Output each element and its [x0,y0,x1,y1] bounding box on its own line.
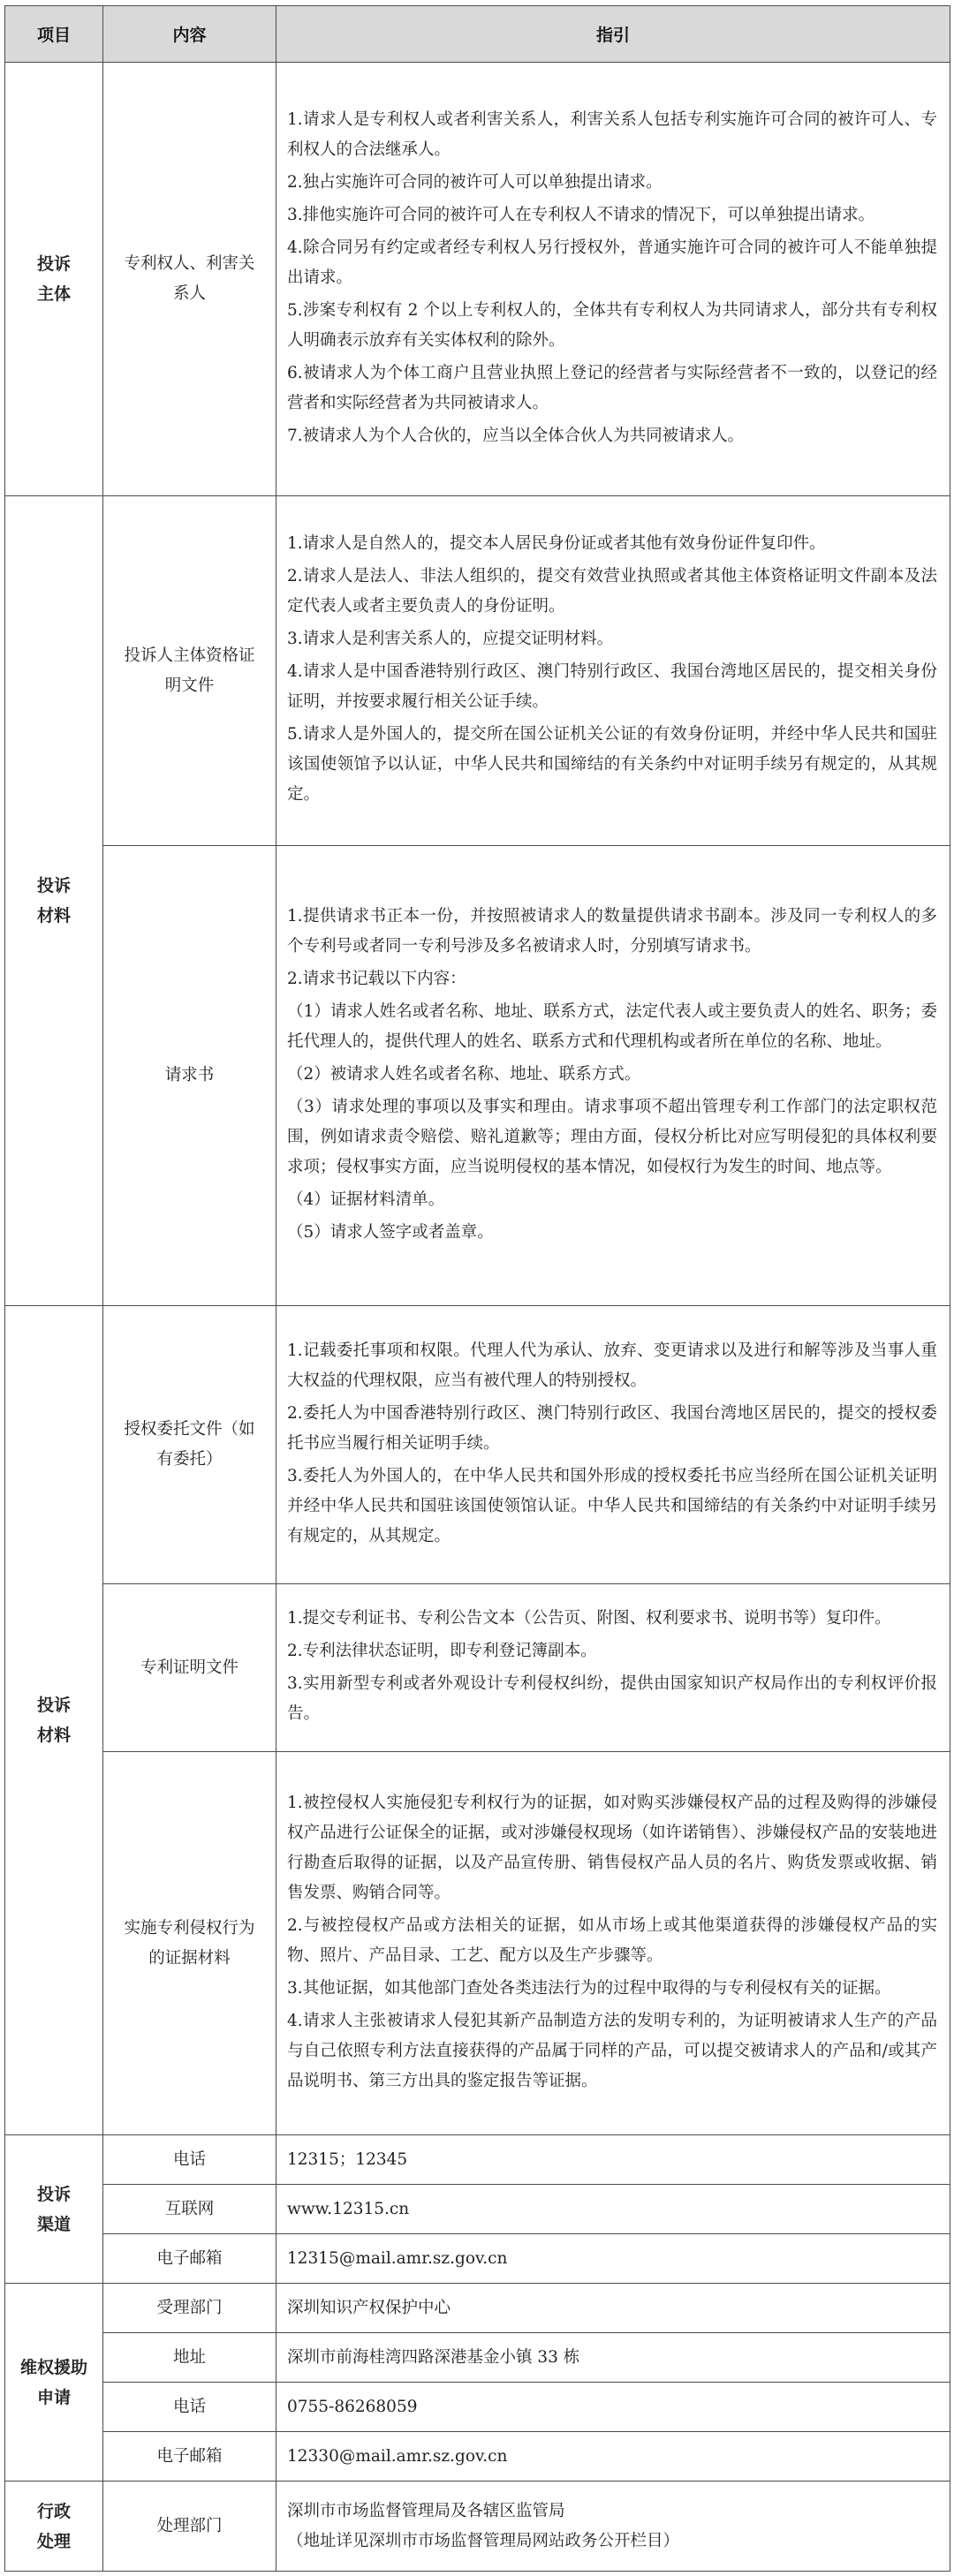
guide-paragraph: （5）请求人签字或者盖章。 [287,1222,494,1242]
guide-paragraph: （2）被请求人姓名或者名称、地址、联系方式。 [287,1064,641,1084]
complaint-subject-row [5,63,950,496]
guide-paragraph: 3.排他实施许可合同的被许可人在专利权人不请求的情况下，可以单独提出请求。 [287,205,875,224]
patent-proof-content: 专利证明文件 [103,1584,276,1752]
guide-paragraph: 2.请求书记载以下内容： [287,969,466,988]
guide-paragraph: 5.请求人是外国人的，提交所在国公证机关公证的有效身份证明，并经中华人民共和国驻该国使领馆予以认证，中华人民共和国缔结的有关条约中对证明手续另有规定的，从其规定。 [287,725,937,804]
channel-internet-row [5,2185,950,2234]
aid-label: 地址 [103,2333,276,2383]
aid-label: 受理部门 [103,2284,276,2333]
channel-label: 电子邮箱 [103,2234,276,2284]
authorization-docs-row [5,1306,950,1584]
header-content: 内容 [103,6,276,63]
guide-paragraph: 1.请求人是自然人的，提交本人居民身份证或者其他有效身份证件复印件。 [287,534,826,553]
guide-paragraph: （1）请求人姓名或者名称、地址、联系方式，法定代表人或主要负责人的姓名、职务；委托代理人的，提供代理人的姓名、联系方式和代理机构或者所在单位的名称、地址。 [287,1001,937,1051]
header-guide: 指引 [276,6,950,63]
aid-email-row [5,2432,950,2482]
guide-paragraph: 4.请求人是中国香港特别行政区、澳门特别行政区、我国台湾地区居民的，提交相关身份证明，并按要求履行相关公证手续。 [287,662,937,711]
channel-email-row [5,2234,950,2284]
guide-paragraph: （3）请求处理的事项以及事实和理由。请求事项不超出管理专利工作部门的法定职权范围，例如请求责令赔偿、赔礼道歉等；理由方面，侵权分析比对应写明侵犯的具体权利要求项；侵权事实方面，应当说明侵权的基本情况，如侵权行为发生的时间、地点等。 [287,1097,937,1176]
aid-address-value: 深圳市前海桂湾四路深港基金小镇 33 栋 [276,2333,950,2383]
qualification-docs-row [5,496,950,846]
infringement-evidence-content: 实施专利侵权行为的证据材料 [103,1752,276,2135]
aid-department-row [5,2284,950,2333]
complaint-materials-item-2: 投诉 材料 [5,1306,103,2135]
aid-phone-row [5,2383,950,2432]
admin-handling-row [5,2482,950,2572]
patent-proof-guide [276,1584,950,1752]
infringement-evidence-guide [276,1752,950,2135]
guide-paragraph: 4.请求人主张被请求人侵犯其新产品制造方法的发明专利的，为证明被请求人生产的产品与自己依照专利方法直接获得的产品属于同样的产品，可以提交被请求人的产品和/或其产品说明书、第三方出具的鉴定报告等证据。 [287,2011,937,2090]
guide-paragraph: 2.委托人为中国香港特别行政区、澳门特别行政区、我国台湾地区居民的，提交的授权委托书应当履行相关证明手续。 [287,1403,937,1453]
guide-paragraph: 2.请求人是法人、非法人组织的，提交有效营业执照或者其他主体资格证明文件副本及法定代表人或者主要负责人的身份证明。 [287,567,937,616]
guide-paragraph: 3.请求人是利害关系人的，应提交证明材料。 [287,630,614,648]
channel-internet-value: www.12315.cn [276,2185,950,2234]
guide-paragraph: 1.记载委托事项和权限。代理人代为承认、放弃、变更请求以及进行和解等涉及当事人重大权益的代理权限，应当有被代理人的特别授权。 [287,1341,937,1390]
guide-paragraph: 3.实用新型专利或者外观设计专利侵权纠纷，提供由国家知识产权局作出的专利权评价报告。 [287,1674,937,1723]
admin-handling-item: 行政 处理 [5,2482,103,2572]
guide-paragraph: 3.其他证据，如其他部门查处各类违法行为的过程中取得的与专利侵权有关的证据。 [287,1978,891,1998]
channel-phone-row [5,2135,950,2185]
qualification-docs-guide [276,496,950,846]
aid-email-value: 12330@mail.amr.sz.gov.cn [276,2432,950,2482]
channel-label: 互联网 [103,2185,276,2234]
aid-label: 电话 [103,2383,276,2432]
authorization-docs-guide [276,1306,950,1584]
guide-paragraph: （4）证据材料清单。 [287,1190,445,1209]
qualification-docs-content: 投诉人主体资格证明文件 [103,496,276,846]
rights-aid-item: 维权援助 申请 [5,2284,103,2482]
infringement-evidence-row [5,1752,950,2135]
channel-phone-value: 12315；12345 [276,2135,950,2185]
complaint-subject-item: 投诉 主体 [5,63,103,496]
request-letter-content: 请求书 [103,846,276,1306]
patent-proof-row [5,1584,950,1752]
header-item: 项目 [5,6,103,63]
aid-phone-value: 0755-86268059 [276,2383,950,2432]
guide-paragraph: 1.请求人是专利权人或者利害关系人，利害关系人包括专利实施许可合同的被许可人、专利权人的合法继承人。 [287,110,937,159]
guide-paragraph: 2.独占实施许可合同的被许可人可以单独提出请求。 [287,172,662,192]
authorization-docs-content: 授权委托文件（如有委托） [103,1306,276,1584]
request-letter-guide [276,846,950,1306]
channel-label: 电话 [103,2135,276,2185]
guide-paragraph: 2.专利法律状态证明，即专利登记簿副本。 [287,1642,597,1660]
aid-label: 电子邮箱 [103,2432,276,2482]
guide-paragraph: 6.被请求人为个体工商户且营业执照上登记的经营者与实际经营者不一致的，以登记的经营者和实际经营者为共同被请求人。 [287,363,937,412]
aid-department-value: 深圳知识产权保护中心 [276,2284,950,2333]
guide-paragraph: 5.涉案专利权有 2 个以上专利权人的，全体共有专利权人为共同请求人，部分共有专利权人明确表示放弃有关实体权利的除外。 [287,300,937,350]
admin-handling-label: 处理部门 [103,2482,276,2572]
admin-handling-value: 深圳市市场监督管理局及各辖区监管局 （地址详见深圳市市场监督管理局网站政务公开栏目） [276,2482,950,2572]
channel-email-value: 12315@mail.amr.sz.gov.cn [276,2234,950,2284]
guide-paragraph: 1.被控侵权人实施侵犯专利权行为的证据，如对购买涉嫌侵权产品的过程及购得的涉嫌侵权产品进行公证保全的证据，或对涉嫌侵权现场（如许诺销售）、涉嫌侵权产品的安装地进行勘查后取得的证据，以及产品宣传册、销售侵权产品人员的名片、购货发票或收据、销售发票、购销合同等。 [287,1793,937,1902]
complaint-channels-item: 投诉 渠道 [5,2135,103,2284]
guide-paragraph: 7.被请求人为个人合伙的，应当以全体合伙人为共同被请求人。 [287,426,745,445]
guide-paragraph: 1.提供请求书正本一份，并按照被请求人的数量提供请求书副本。涉及同一专利权人的多个专利号或者同一专利号涉及多名被请求人时，分别填写请求书。 [287,906,937,956]
guide-table-container [4,5,950,2571]
guide-paragraph: 1.提交专利证书、专利公告文本（公告页、附图、权利要求书、说明书等）复印件。 [287,1609,891,1628]
request-letter-row [5,846,950,1306]
table-header-row [5,6,950,63]
guide-paragraph: 3.委托人为外国人的，在中华人民共和国外形成的授权委托书应当经所在国公证机关证明并经中华人民共和国驻该国使领馆认证。中华人民共和国缔结的有关条约中对证明手续另有规定的，从其规定。 [287,1466,937,1545]
guide-paragraph: 2.与被控侵权产品或方法相关的证据，如从市场上或其他渠道获得的涉嫌侵权产品的实物、照片、产品目录、工艺、配方以及生产步骤等。 [287,1915,937,1965]
complaint-subject-content: 专利权人、利害关系人 [103,63,276,496]
guide-paragraph: 4.除合同另有约定或者经专利权人另行授权外，普通实施许可合同的被许可人不能单独提出请求。 [287,238,937,287]
complaint-materials-item-1: 投诉 材料 [5,496,103,1306]
patent-complaint-guide-table [4,5,950,2572]
complaint-subject-guide [276,63,950,496]
aid-address-row [5,2333,950,2383]
